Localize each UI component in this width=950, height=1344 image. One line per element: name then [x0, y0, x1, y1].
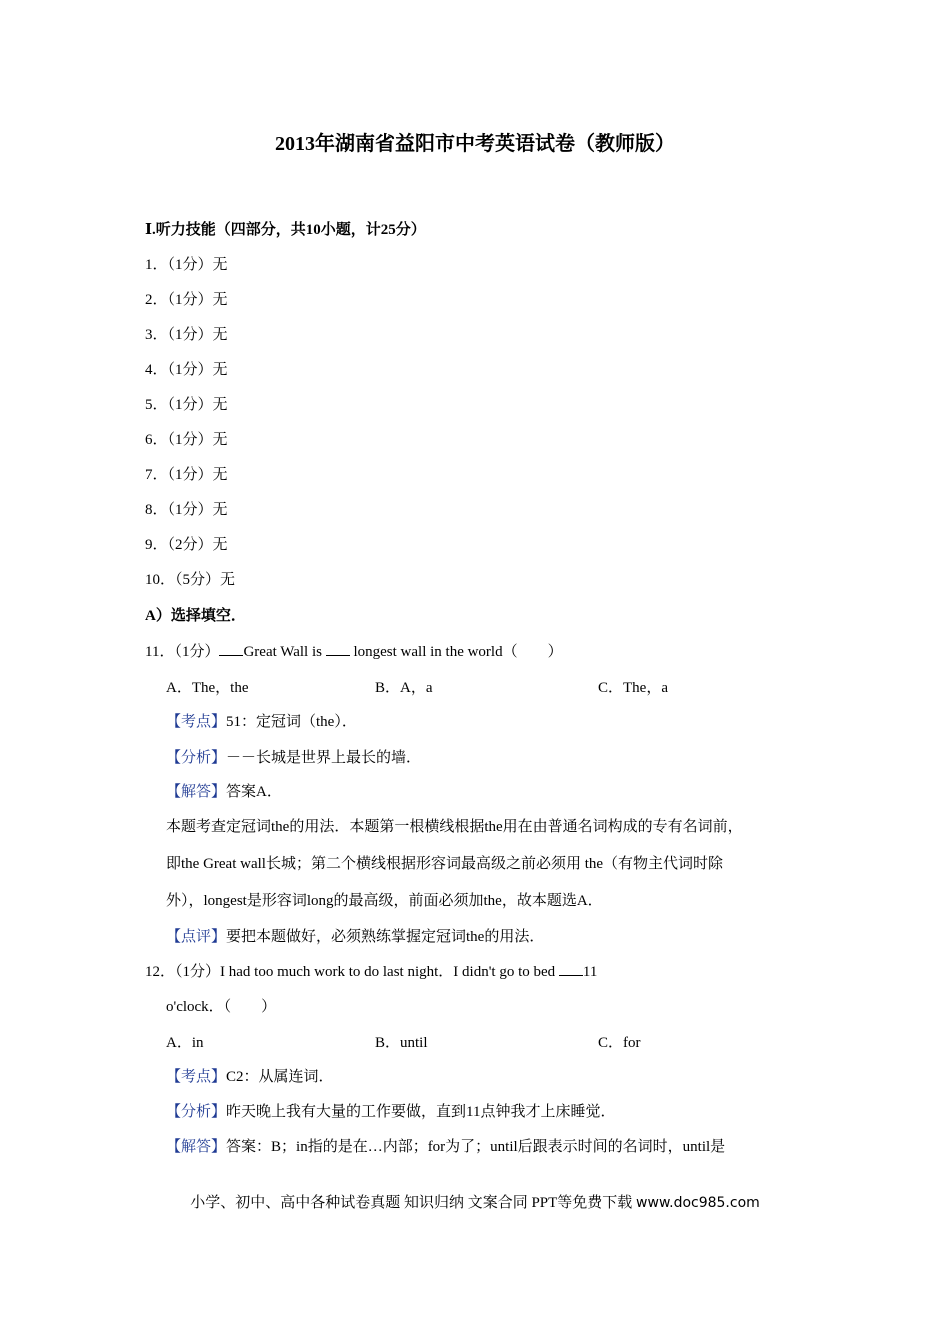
jieda-text: 答案：B；in指的是在…内部；for为了；until后跟表示时间的名词时，until是 [226, 1139, 726, 1155]
q12-line2: o'clock．（ ） [166, 999, 277, 1015]
list-item: 4．（1分）无 [145, 362, 228, 378]
jieda-label: 【解答】 [166, 784, 227, 800]
q12-fenxi [166, 1100, 615, 1121]
list-item: 10．（5分）无 [145, 572, 236, 588]
jieda-text: 答案A． [226, 784, 282, 800]
q11-part2: longest wall in the world（ ） [349, 644, 563, 660]
kaodian-label: 【考点】 [166, 714, 227, 730]
fenxi-text: 昨天晚上我有大量的工作要做，直到11点钟我才上床睡觉． [226, 1104, 616, 1120]
footer-link[interactable]: www.doc985.com [636, 1195, 760, 1211]
question-12 [145, 960, 597, 981]
list-item: 6．（1分）无 [145, 432, 228, 448]
list-item: 5．（1分）无 [145, 397, 228, 413]
q11-prefix: 11．（1分） [145, 644, 220, 660]
q11-option-b: B．A，a [375, 680, 433, 696]
answer-blank [219, 641, 243, 656]
answer-blank [326, 641, 350, 656]
q12-suffix: 11 [582, 964, 598, 980]
q11-dianping [166, 925, 544, 946]
q11-explain-line: 外），longest是形容词long的最高级，前面必须加the，故本题选A． [166, 893, 603, 909]
list-item: 3．（1分）无 [145, 327, 228, 343]
dianping-label: 【点评】 [166, 929, 227, 945]
q11-explain-line: 本题考查定冠词the的用法．本题第一根横线根据the用在由普通名词构成的专有名词前， [166, 819, 743, 835]
question-11 [145, 640, 563, 661]
kaodian-text: 51：定冠词（the）． [226, 714, 357, 730]
q12-option-a: A．in [166, 1035, 204, 1051]
q12-kaodian [166, 1065, 334, 1086]
list-item: 7．（1分）无 [145, 467, 228, 483]
q12-jieda [166, 1135, 725, 1156]
q11-jieda [166, 780, 282, 801]
q12-option-b: B．until [375, 1035, 428, 1051]
section-heading-choice: A）选择填空． [145, 608, 246, 624]
kaodian-label: 【考点】 [166, 1069, 227, 1085]
q11-fenxi [166, 746, 421, 767]
q11-explain-line: 即the Great wall长城；第二个横线根据形容词最高级之前必须用 the（有物主代词时除 [166, 856, 724, 872]
fenxi-label: 【分析】 [166, 1104, 227, 1120]
q12-prefix: 12．（1分）I had too much work to do last night．I didn't go to bed [145, 964, 559, 980]
q11-part1: Great Wall is [243, 644, 326, 660]
footer-text: 小学、初中、高中各种试卷真题 知识归纳 文案合同 PPT等免费下载 [190, 1195, 637, 1211]
list-item: 8．（1分）无 [145, 502, 228, 518]
fenxi-text: －－长城是世界上最长的墙． [226, 750, 422, 766]
fenxi-label: 【分析】 [166, 750, 227, 766]
page-title: 2013年湖南省益阳市中考英语试卷（教师版） [275, 133, 675, 155]
q11-option-a: A．The，the [166, 680, 249, 696]
section-heading-listening: Ⅰ.听力技能（四部分，共10小题，计25分） [145, 222, 426, 238]
answer-blank [559, 961, 583, 976]
q12-option-c: C．for [598, 1035, 641, 1051]
page-footer [0, 1191, 950, 1212]
list-item: 2．（1分）无 [145, 292, 228, 308]
kaodian-text: C2：从属连词． [226, 1069, 334, 1085]
q11-option-c: C．The，a [598, 680, 668, 696]
list-item: 1．（1分）无 [145, 257, 228, 273]
dianping-text: 要把本题做好，必须熟练掌握定冠词the的用法． [226, 929, 545, 945]
q11-kaodian [166, 710, 357, 731]
list-item: 9．（2分）无 [145, 537, 228, 553]
jieda-label: 【解答】 [166, 1139, 227, 1155]
